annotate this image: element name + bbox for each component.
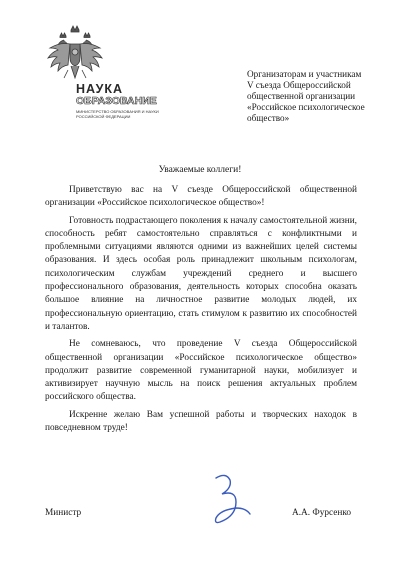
addressee-line: Организаторам и участникам xyxy=(247,69,362,79)
signer-position: Министр xyxy=(45,508,82,518)
addressee-line: V съезда Общероссийской xyxy=(247,80,351,90)
body-paragraph: Приветствую вас на V съезде Общероссийской общественной организации «Российское психологическое общество»! xyxy=(45,185,357,209)
addressee-block xyxy=(247,69,397,124)
logo-word-obrazovanie: ОБРАЗОВАНИЕ xyxy=(76,95,157,107)
logo-subtitle-line-2: РОССИЙСКОЙ ФЕДЕРАЦИИ xyxy=(76,114,131,119)
eagle-emblem-icon xyxy=(44,24,106,88)
logo-word-nauka: НАУКА xyxy=(76,82,124,96)
letter-body xyxy=(45,184,357,439)
body-paragraph: Не сомневаюсь, что проведение V съезда Общероссийской общественной организации «Российское психологическое общество» продолжит развитие современной гуманитарной науки, мобилизует и активизирует научную мысль на поиск решения актуальных проблем российского общества. xyxy=(45,339,357,403)
greeting: Уважаемые коллеги! xyxy=(158,165,242,175)
addressee-line: общество» xyxy=(247,113,290,123)
handwritten-signature-icon xyxy=(200,470,260,540)
ministry-letterhead-logo xyxy=(44,24,159,124)
body-paragraph: Искренне желаю Вам успешной работы и творческих находок в повседневном труде! xyxy=(45,409,357,434)
addressee-line: общественной организации xyxy=(247,91,356,101)
addressee-line: «Российское психологическое xyxy=(247,102,365,112)
logo-subtitle-line-1: МИНИСТЕРСТВО ОБРАЗОВАНИЯ И НАУКИ xyxy=(76,109,159,114)
body-paragraph: Готовность подрастающего поколения к началу самостоятельной жизни, способность ребят самостоятельно справляться с конфликтными и проблемными ситуациями являются одними из важнейших целей системы образования. И здесь особая роль принадлежит школьным психологам, психологическим службам учреждений среднего и высшего профессионального образования, деятельность которых способна оказать большое влияние на личностное развитие молодых людей, их профессиональную ориентацию, стать стимулом к развитию их способностей и талантов. xyxy=(45,215,357,332)
signer-name: А.А. Фурсенко xyxy=(292,508,352,518)
